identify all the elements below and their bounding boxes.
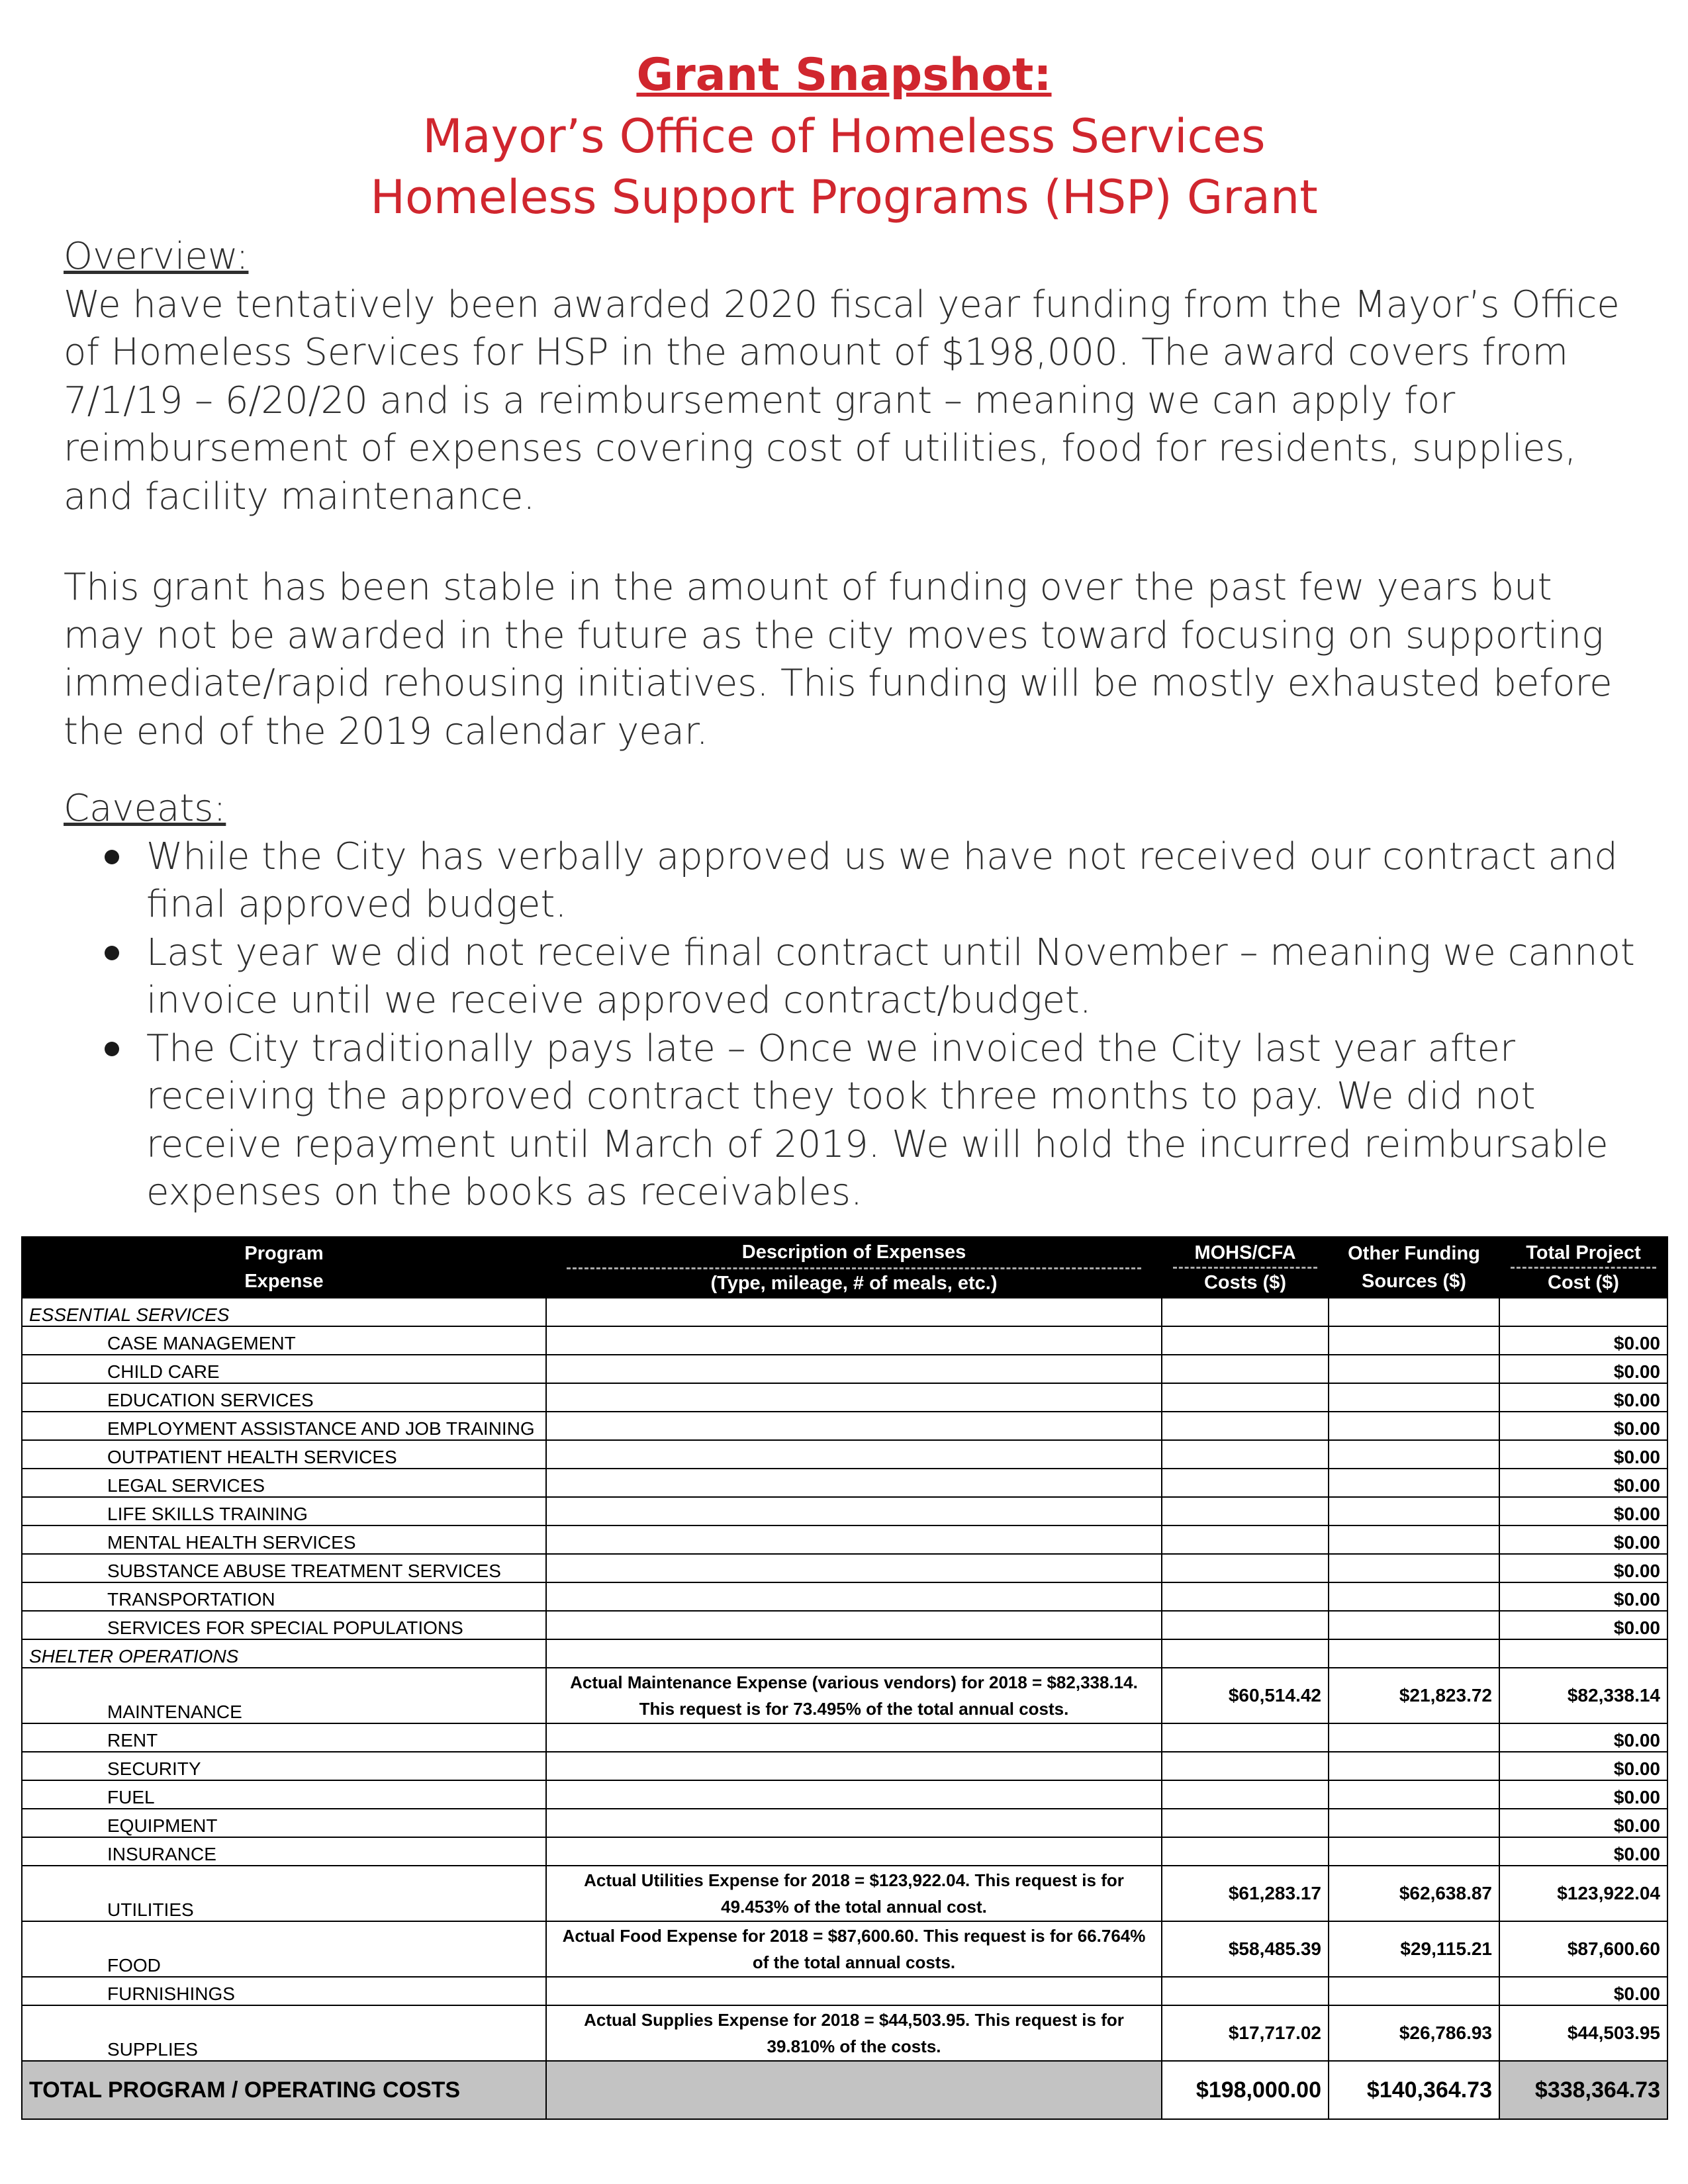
- overview-heading: Overview:: [64, 235, 249, 278]
- bullet-icon: [105, 946, 119, 960]
- table-cell: [1329, 1412, 1499, 1440]
- table-cell: [1329, 1383, 1499, 1412]
- table-cell: [1329, 1611, 1499, 1639]
- table-cell: [1162, 1383, 1329, 1412]
- table-cell: FURNISHINGS: [22, 1977, 546, 2005]
- table-cell: [546, 1469, 1162, 1497]
- table-cell: [1499, 1298, 1667, 1326]
- section-row-essential: [22, 1298, 1667, 1326]
- title-block: [0, 45, 1688, 228]
- table-cell: $17,717.02: [1162, 2005, 1329, 2061]
- table-cell: $0.00: [1499, 1837, 1667, 1866]
- overview-paragraph-2-block: [64, 564, 1639, 756]
- budget-table: [21, 1236, 1668, 2120]
- table-cell: [1329, 1582, 1499, 1611]
- table-cell: MENTAL HEALTH SERVICES: [22, 1525, 546, 1554]
- table-cell: [1329, 1326, 1499, 1355]
- table-cell: [1329, 1780, 1499, 1809]
- table-cell: $44,503.95: [1499, 2005, 1667, 2061]
- table-cell: SHELTER OPERATIONS: [22, 1639, 546, 1668]
- table-cell: [546, 1582, 1162, 1611]
- table-cell: $0.00: [1499, 1977, 1667, 2005]
- total-other: $140,364.73: [1329, 2061, 1499, 2119]
- header-label: Total Project: [1526, 1242, 1641, 1263]
- table-cell: [1162, 1837, 1329, 1866]
- table-row: [22, 1525, 1667, 1554]
- header-mohs: [1162, 1237, 1329, 1298]
- table-cell: $0.00: [1499, 1582, 1667, 1611]
- table-cell: [1329, 1809, 1499, 1837]
- table-cell: [1162, 1497, 1329, 1525]
- table-cell: $87,600.60: [1499, 1921, 1667, 1977]
- table-row: [22, 1469, 1667, 1497]
- table-cell: [1162, 1440, 1329, 1469]
- table-cell: Actual Supplies Expense for 2018 = $44,503.95. This request is for 39.810% of the costs.: [546, 2005, 1162, 2061]
- table-row: [22, 1497, 1667, 1525]
- header-label: Description of Expenses: [741, 1241, 966, 1263]
- table-cell: [546, 1440, 1162, 1469]
- table-header-row: [22, 1237, 1667, 1298]
- table-row: [22, 1723, 1667, 1752]
- table-cell: SECURITY: [22, 1752, 546, 1780]
- table-cell: MAINTENANCE: [22, 1668, 546, 1723]
- table-cell: [546, 1412, 1162, 1440]
- table-row: [22, 2005, 1667, 2061]
- table-cell: SUPPLIES: [22, 2005, 546, 2061]
- table-cell: RENT: [22, 1723, 546, 1752]
- table-cell: LIFE SKILLS TRAINING: [22, 1497, 546, 1525]
- list-item: [64, 929, 1639, 1025]
- caveat-text: The City traditionally pays late – Once we invoiced the City last year after receiving the approved contract they took three months to pay. We did not receive repayment until March of 2019. We will hold the incurred reimbursable expenses on the books as receivables.: [146, 1026, 1609, 1214]
- table-cell: [1162, 1298, 1329, 1326]
- table-cell: [1329, 1355, 1499, 1383]
- table-cell: [1162, 1752, 1329, 1780]
- total-mohs: $198,000.00: [1162, 2061, 1329, 2119]
- title-agency: Mayor’s Office of Homeless Services: [422, 109, 1266, 163]
- header-description: [546, 1237, 1162, 1298]
- table-cell: [1329, 1469, 1499, 1497]
- table-cell: $0.00: [1499, 1440, 1667, 1469]
- table-cell: CHILD CARE: [22, 1355, 546, 1383]
- table-row: [22, 1668, 1667, 1723]
- table-row: [22, 1752, 1667, 1780]
- table-cell: SERVICES FOR SPECIAL POPULATIONS: [22, 1611, 546, 1639]
- table-row: [22, 1977, 1667, 2005]
- table-row: [22, 1809, 1667, 1837]
- table-cell: $0.00: [1499, 1752, 1667, 1780]
- table-cell: ESSENTIAL SERVICES: [22, 1298, 546, 1326]
- table-cell: $0.00: [1499, 1809, 1667, 1837]
- table-cell: [1329, 1554, 1499, 1582]
- list-item: [64, 1025, 1639, 1217]
- table-cell: [1499, 1639, 1667, 1668]
- table-row: [22, 1326, 1667, 1355]
- header-divider: [567, 1267, 1141, 1269]
- table-cell: [546, 1298, 1162, 1326]
- header-divider: [1173, 1267, 1317, 1269]
- table-cell: [546, 1525, 1162, 1554]
- total-row: [22, 2061, 1667, 2119]
- table-cell: [546, 1723, 1162, 1752]
- table-cell: [546, 1752, 1162, 1780]
- header-label: MOHS/CFA: [1194, 1242, 1296, 1263]
- table-row: [22, 1780, 1667, 1809]
- caveats-section: [64, 785, 1639, 1217]
- table-cell: $0.00: [1499, 1611, 1667, 1639]
- overview-paragraph-1: We have tentatively been awarded 2020 fiscal year funding from the Mayor’s Office of Homeless Services for HSP in the amount of $198,000. The award covers from 7/1/19 – 6/20/20 and is a reimbursement grant – meaning we can apply for reimbursement of expenses covering cost of utilities, food for residents, supplies, and facility maintenance.: [64, 283, 1620, 518]
- table-cell: $29,115.21: [1329, 1921, 1499, 1977]
- table-cell: [1162, 1355, 1329, 1383]
- table-cell: SUBSTANCE ABUSE TREATMENT SERVICES: [22, 1554, 546, 1582]
- table-cell: [1162, 1977, 1329, 2005]
- header-other: [1329, 1237, 1499, 1298]
- bullet-icon: [105, 1042, 119, 1056]
- table-cell: $0.00: [1499, 1412, 1667, 1440]
- table-row: [22, 1355, 1667, 1383]
- table-cell: $58,485.39: [1162, 1921, 1329, 1977]
- table-cell: OUTPATIENT HEALTH SERVICES: [22, 1440, 546, 1469]
- table-cell: $0.00: [1499, 1780, 1667, 1809]
- table-cell: [546, 1383, 1162, 1412]
- table-cell: [1329, 1497, 1499, 1525]
- table-cell: $0.00: [1499, 1554, 1667, 1582]
- header-label: Other Funding: [1348, 1243, 1480, 1264]
- section-row-shelter: [22, 1639, 1667, 1668]
- bullet-icon: [105, 850, 119, 864]
- table-cell: EQUIPMENT: [22, 1809, 546, 1837]
- table-cell: [546, 1554, 1162, 1582]
- table-cell: [1162, 1412, 1329, 1440]
- table-cell: FUEL: [22, 1780, 546, 1809]
- table-row: [22, 1582, 1667, 1611]
- table-cell: [1162, 1525, 1329, 1554]
- table-cell: [546, 1497, 1162, 1525]
- table-cell: [1329, 1298, 1499, 1326]
- table-cell: [546, 1326, 1162, 1355]
- caveats-list: [64, 833, 1639, 1217]
- table-row: [22, 1866, 1667, 1921]
- table-cell: [546, 2061, 1162, 2119]
- list-item: [64, 833, 1639, 929]
- table-row: [22, 1383, 1667, 1412]
- table-cell: $0.00: [1499, 1326, 1667, 1355]
- table-cell: [1162, 1639, 1329, 1668]
- table-cell: [546, 1977, 1162, 2005]
- table-cell: [1329, 1752, 1499, 1780]
- header-label: (Type, mileage, # of meals, etc.): [710, 1272, 998, 1294]
- table-cell: $62,638.87: [1329, 1866, 1499, 1921]
- caveat-text: While the City has verbally approved us we have not received our contract and final approved budget.: [146, 835, 1618, 926]
- header-label: Expense: [244, 1271, 324, 1292]
- table-cell: $0.00: [1499, 1497, 1667, 1525]
- table-cell: [1162, 1611, 1329, 1639]
- table-cell: $123,922.04: [1499, 1866, 1667, 1921]
- table-cell: Actual Food Expense for 2018 = $87,600.60. This request is for 66.764% of the total annual costs.: [546, 1921, 1162, 1977]
- table-cell: [546, 1639, 1162, 1668]
- table-cell: $26,786.93: [1329, 2005, 1499, 2061]
- header-label: Costs ($): [1203, 1271, 1287, 1293]
- total-label: TOTAL PROGRAM / OPERATING COSTS: [22, 2061, 546, 2119]
- overview-section: [64, 233, 1639, 521]
- caveats-heading: Caveats:: [64, 787, 226, 830]
- header-label: Program: [244, 1243, 324, 1264]
- table-cell: [1329, 1977, 1499, 2005]
- table-row: [22, 1554, 1667, 1582]
- overview-paragraph-2: This grant has been stable in the amount of funding over the past few years but may not be awarded in the future as the city moves toward focusing on supporting immediate/rapid rehousing initiatives. This funding will be mostly exhausted before the end of the 2019 calendar year.: [64, 566, 1613, 753]
- table-cell: $0.00: [1499, 1723, 1667, 1752]
- table-cell: $82,338.14: [1499, 1668, 1667, 1723]
- header-total: [1499, 1237, 1667, 1298]
- table-row: [22, 1921, 1667, 1977]
- table-cell: [546, 1837, 1162, 1866]
- table-cell: [546, 1355, 1162, 1383]
- table-cell: [1162, 1469, 1329, 1497]
- table-cell: $21,823.72: [1329, 1668, 1499, 1723]
- header-divider: [1511, 1267, 1656, 1269]
- table-cell: [1329, 1440, 1499, 1469]
- table-cell: [546, 1780, 1162, 1809]
- table-cell: LEGAL SERVICES: [22, 1469, 546, 1497]
- table-cell: INSURANCE: [22, 1837, 546, 1866]
- table-cell: $60,514.42: [1162, 1668, 1329, 1723]
- table-cell: CASE MANAGEMENT: [22, 1326, 546, 1355]
- table-cell: [1162, 1326, 1329, 1355]
- table-row: [22, 1412, 1667, 1440]
- table-cell: [1162, 1554, 1329, 1582]
- table-cell: [546, 1611, 1162, 1639]
- total-project: $338,364.73: [1499, 2061, 1667, 2119]
- header-program: [22, 1237, 546, 1298]
- header-label: Cost ($): [1548, 1271, 1619, 1293]
- table-cell: TRANSPORTATION: [22, 1582, 546, 1611]
- page-title: Grant Snapshot:: [636, 49, 1052, 101]
- table-row: [22, 1611, 1667, 1639]
- table-cell: $0.00: [1499, 1469, 1667, 1497]
- table-cell: FOOD: [22, 1921, 546, 1977]
- table-row: [22, 1837, 1667, 1866]
- table-cell: [1329, 1525, 1499, 1554]
- table-cell: [1329, 1639, 1499, 1668]
- table-cell: [1162, 1809, 1329, 1837]
- table-row: [22, 1440, 1667, 1469]
- table-cell: Actual Maintenance Expense (various vendors) for 2018 = $82,338.14. This request is for 73.495% of the total annual costs.: [546, 1668, 1162, 1723]
- table-cell: $61,283.17: [1162, 1866, 1329, 1921]
- table-cell: $0.00: [1499, 1355, 1667, 1383]
- table-cell: [1329, 1837, 1499, 1866]
- caveat-text: Last year we did not receive final contract until November – meaning we cannot invoice until we receive approved contract/budget.: [146, 931, 1635, 1022]
- table-cell: EDUCATION SERVICES: [22, 1383, 546, 1412]
- table-cell: [1162, 1780, 1329, 1809]
- table-cell: $0.00: [1499, 1525, 1667, 1554]
- table-cell: [1162, 1723, 1329, 1752]
- table-cell: EMPLOYMENT ASSISTANCE AND JOB TRAINING: [22, 1412, 546, 1440]
- table-cell: [546, 1809, 1162, 1837]
- title-grant: Homeless Support Programs (HSP) Grant: [370, 170, 1318, 224]
- table-cell: [1329, 1723, 1499, 1752]
- table-cell: Actual Utilities Expense for 2018 = $123,922.04. This request is for 49.453% of the total annual cost.: [546, 1866, 1162, 1921]
- table-cell: [1162, 1582, 1329, 1611]
- table-cell: $0.00: [1499, 1383, 1667, 1412]
- header-label: Sources ($): [1362, 1271, 1466, 1292]
- table-cell: UTILITIES: [22, 1866, 546, 1921]
